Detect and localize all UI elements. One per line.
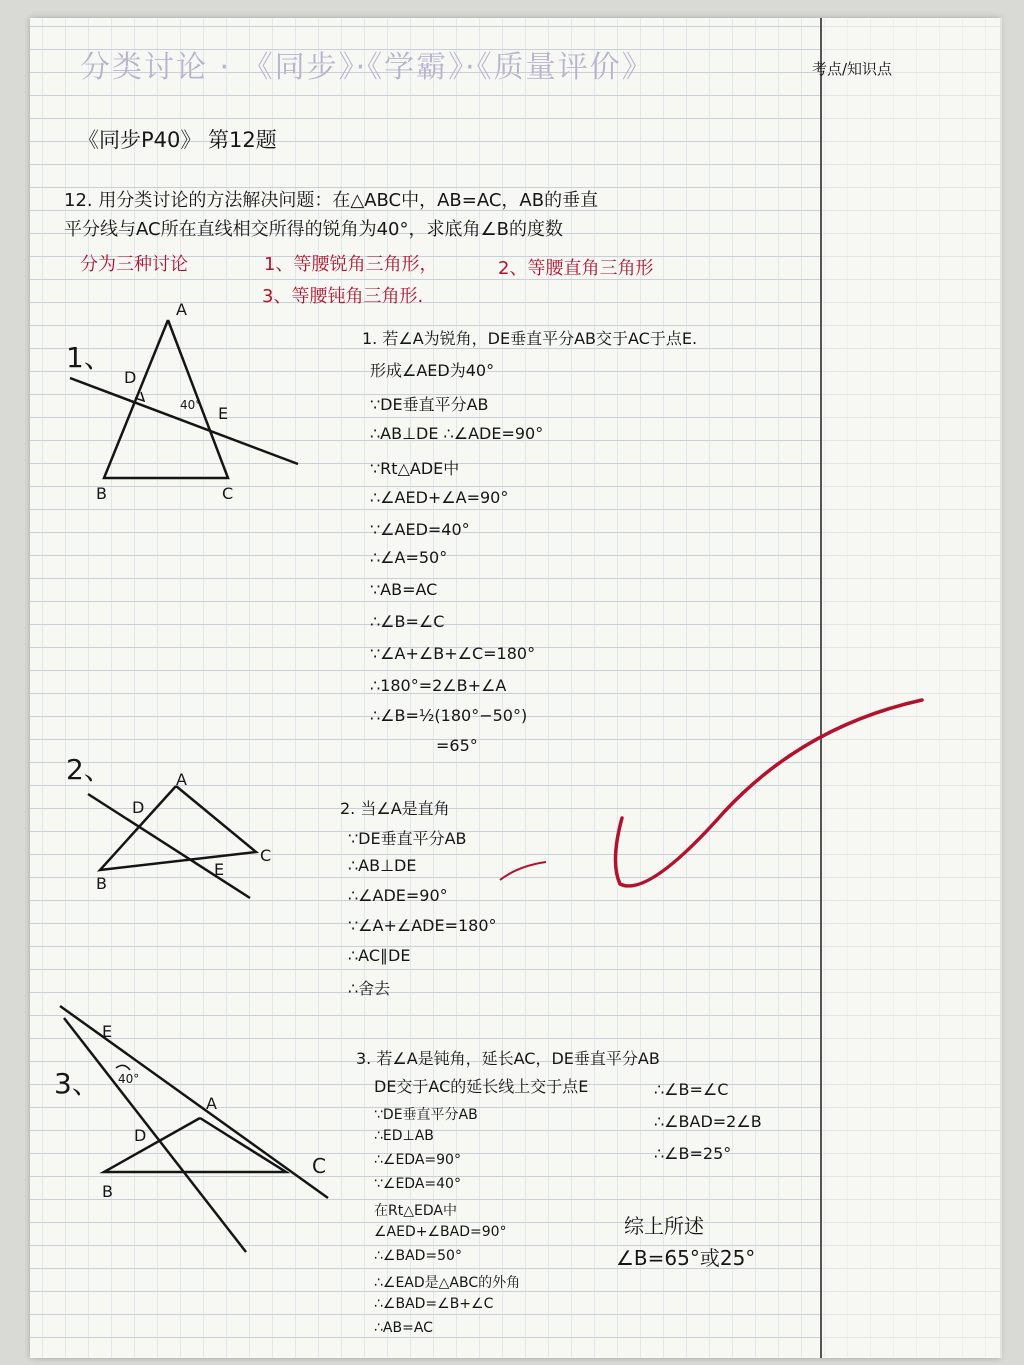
solution3-line: ∴∠BAD=50° bbox=[374, 1248, 462, 1264]
solution3-right-line: ∴∠B=25° bbox=[654, 1144, 732, 1163]
fig3-label-C: C bbox=[312, 1154, 326, 1178]
fig1-label-A: A bbox=[176, 300, 187, 319]
red-note-case-3: 3、等腰钝角三角形. bbox=[262, 286, 424, 307]
fig3-label-A: A bbox=[206, 1094, 217, 1113]
fig3-label-D: D bbox=[134, 1126, 147, 1145]
solution3-line: 在Rt△EDA中 bbox=[374, 1203, 457, 1219]
solution3-line: DE交于AC的延长线上交于点E bbox=[374, 1077, 589, 1096]
solution2-line: ∴AB⊥DE bbox=[348, 856, 417, 875]
solution2-line: ∵∠A+∠ADE=180° bbox=[348, 916, 497, 935]
red-note-case-1: 1、等腰锐角三角形， bbox=[264, 254, 438, 275]
solution2-line: ∴舍去 bbox=[348, 979, 391, 998]
conclusion-heading: 综上所述 bbox=[624, 1214, 704, 1238]
red-note-case-2: 2、等腰直角三角形 bbox=[498, 258, 654, 279]
fig2-label-A: A bbox=[176, 770, 187, 789]
fig2-label-E: E bbox=[214, 860, 225, 879]
solution3-line: ∴∠BAD=∠B+∠C bbox=[374, 1296, 494, 1312]
solution3-line: ∴AB=AC bbox=[374, 1320, 433, 1336]
fig1-label-B: B bbox=[96, 484, 107, 503]
solution2-line: ∴∠ADE=90° bbox=[348, 886, 448, 905]
solution3-right-line: ∴∠BAD=2∠B bbox=[654, 1112, 762, 1131]
problem-source: 《同步P40》 第12题 bbox=[78, 128, 277, 152]
solution1-line: ∴∠A=50° bbox=[370, 548, 448, 567]
solution1-line: ∵AB=AC bbox=[370, 580, 438, 599]
solution1-line: ∵∠A+∠B+∠C=180° bbox=[370, 644, 536, 663]
solution1-line: ∵DE垂直平分AB bbox=[370, 395, 489, 414]
solution2-line: 2. 当∠A是直角 bbox=[340, 799, 450, 818]
figure-2-right-triangle bbox=[88, 786, 256, 898]
figure-3-obtuse-triangle bbox=[60, 1006, 328, 1252]
solution1-line: ∵∠AED=40° bbox=[370, 520, 470, 539]
fig3-label-B: B bbox=[102, 1182, 113, 1201]
case-label-1: 1、 bbox=[66, 341, 112, 374]
solution1-line: ∴180°=2∠B+∠A bbox=[370, 676, 507, 695]
red-note-intro: 分为三种讨论 bbox=[80, 254, 188, 275]
solution3-line: ∵DE垂直平分AB bbox=[374, 1107, 478, 1123]
problem-line-2: 平分线与AC所在直线相交所得的锐角为40°，求底角∠B的度数 bbox=[64, 219, 563, 240]
solution3-right-line: ∴∠B=∠C bbox=[654, 1080, 729, 1099]
problem-line-1: 12. 用分类讨论的方法解决问题：在△ABC中，AB=AC，AB的垂直 bbox=[64, 190, 599, 211]
solution3-line: ∴∠EAD是△ABC的外角 bbox=[374, 1275, 521, 1291]
case-label-2: 2、 bbox=[66, 753, 112, 786]
solution3-line: 3. 若∠A是钝角，延长AC，DE垂直平分AB bbox=[356, 1049, 660, 1068]
solution1-line: ∴∠B=½(180°−50°) bbox=[370, 706, 528, 725]
fig2-label-C: C bbox=[260, 846, 272, 865]
sidebar-label: 考点/知识点 bbox=[812, 60, 893, 78]
fig2-label-B: B bbox=[96, 874, 107, 893]
solution1-line: 形成∠AED为40° bbox=[370, 361, 495, 380]
red-check-small bbox=[500, 862, 546, 880]
solution1-line: 1. 若∠A为锐角，DE垂直平分AB交于AC于点E. bbox=[362, 329, 698, 348]
solution1-line: =65° bbox=[436, 736, 478, 755]
solution1-line: ∴AB⊥DE ∴∠ADE=90° bbox=[370, 424, 544, 443]
solution1-line: ∴∠AED+∠A=90° bbox=[370, 488, 509, 507]
red-check-large bbox=[615, 700, 922, 886]
solution3-line: ∴∠EDA=90° bbox=[374, 1152, 461, 1168]
solution2-line: ∴AC∥DE bbox=[348, 946, 411, 965]
fig1-label-D: D bbox=[124, 368, 137, 387]
solution3-line: ∴ED⊥AB bbox=[374, 1128, 434, 1144]
solution3-line: ∠AED+∠BAD=90° bbox=[374, 1224, 507, 1240]
solution1-line: ∵Rt△ADE中 bbox=[370, 459, 460, 478]
fig1-label-E: E bbox=[218, 404, 229, 423]
solution1-line: ∴∠B=∠C bbox=[370, 612, 445, 631]
fig1-label-C: C bbox=[222, 484, 234, 503]
conclusion-answer: ∠B=65°或25° bbox=[616, 1246, 756, 1270]
case-label-3: 3、 bbox=[54, 1067, 100, 1100]
solution2-line: ∵DE垂直平分AB bbox=[348, 829, 467, 848]
fig3-label-E: E bbox=[102, 1022, 113, 1041]
faded-header: 分类讨论 · 《同步》·《学霸》·《质量评价》 bbox=[80, 50, 654, 85]
fig3-angle: 40° bbox=[118, 1072, 140, 1086]
solution3-line: ∵∠EDA=40° bbox=[374, 1176, 461, 1192]
fig1-angle: 40° bbox=[180, 398, 202, 412]
fig2-label-D: D bbox=[132, 798, 145, 817]
